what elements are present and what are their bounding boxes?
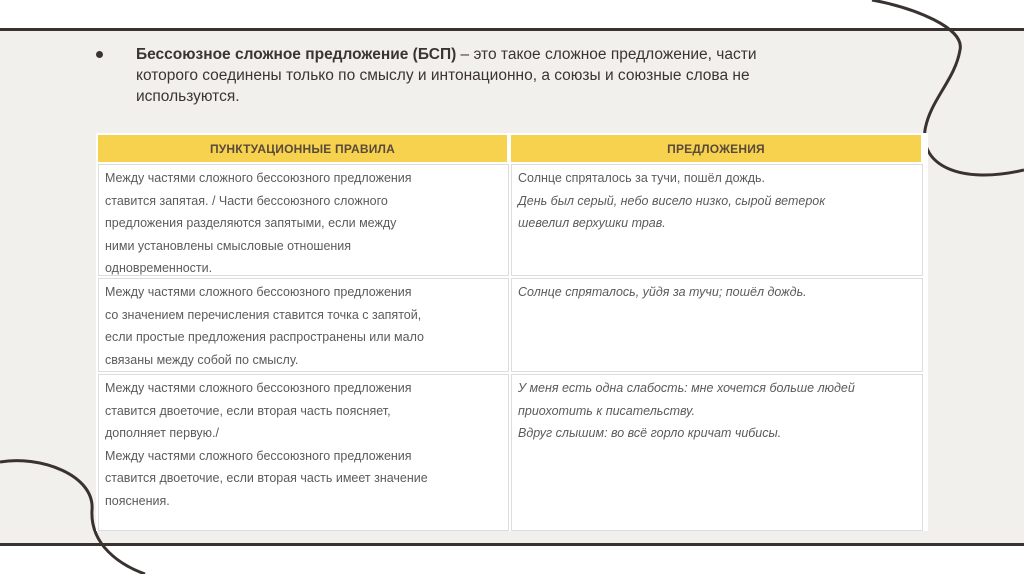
example-cell-3 (511, 374, 923, 531)
example-cell-1 (511, 164, 923, 276)
rule-line: если простые предложения распространены или мало (105, 330, 424, 344)
rule-line: Между частями сложного бессоюзного предложения (105, 448, 412, 463)
punctuation-table (96, 133, 928, 531)
rule-line: Между частями сложного бессоюзного предложения (105, 381, 412, 395)
rule-line: одновременности. (105, 261, 213, 275)
header-examples: ПРЕДЛОЖЕНИЯ (511, 135, 921, 162)
rule-line: ставится запятая. / Части бессоюзного сложного (105, 193, 388, 208)
rule-line: Между частями сложного бессоюзного предложения (105, 171, 412, 185)
definition-text-1: – это такое сложное предложение, части (456, 46, 757, 63)
definition-term: Бессоюзное сложное предложение (БСП) (136, 46, 457, 63)
rule-cell-1 (98, 164, 509, 276)
rule-line: Между частями сложного бессоюзного предложения (105, 285, 412, 299)
rule-line: пояснения. (105, 493, 170, 508)
example-cell-2 (511, 278, 923, 372)
header-rules: ПУНКТУАЦИОННЫЕ ПРАВИЛА (98, 135, 507, 162)
rule-cell-3 (98, 374, 509, 531)
rule-line: предложения разделяются запятыми, если между (105, 216, 397, 230)
example-line: Вдруг слышим: во всё горло кричат чибисы. (518, 426, 782, 440)
example-line: Солнце спряталось за тучи, пошёл дождь. (518, 171, 766, 185)
rule-line: связаны между собой по смыслу. (105, 352, 299, 367)
definition-text-3: используются. (136, 88, 240, 105)
rule-cell-2 (98, 278, 509, 372)
example-line: приохотить к писательству. (518, 403, 695, 418)
example-line: День был серый, небо висело низко, сырой ветерок (518, 193, 826, 208)
bullet-icon (96, 51, 103, 58)
rule-line: дополняет первую./ (105, 426, 220, 440)
definition-text-2: которого соединены только по смыслу и интонационно, а союзы и союзные слова не (136, 67, 750, 84)
definition-paragraph (96, 44, 916, 107)
example-line: Солнце спряталось, уйдя за тучи; пошёл дождь. (518, 285, 807, 299)
rule-line: ними установлены смысловые отношения (105, 238, 352, 253)
rule-line: ставится двоеточие, если вторая часть поясняет, (105, 403, 391, 418)
example-line: У меня есть одна слабость: мне хочется больше людей (518, 381, 855, 395)
rule-line: ставится двоеточие, если вторая часть имеет значение (105, 471, 428, 485)
rule-line: со значением перечисления ставится точка с запятой, (105, 307, 422, 322)
example-line: шевелил верхушки трав. (518, 216, 666, 230)
